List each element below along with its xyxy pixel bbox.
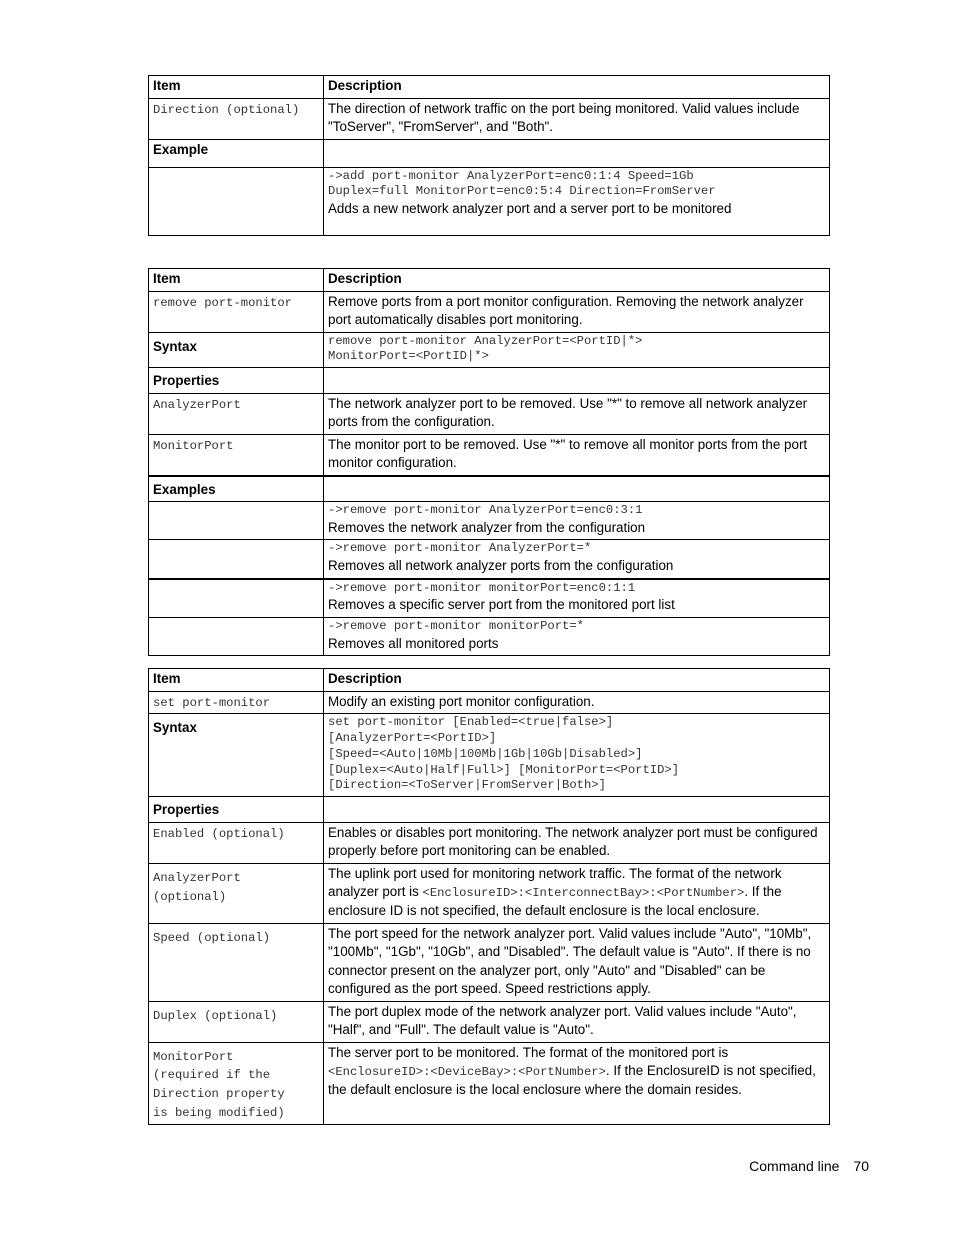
property-row — [149, 1001, 830, 1042]
table-header-row — [149, 76, 830, 99]
table-header-row — [149, 669, 830, 692]
command-description: Modify an existing port monitor configuration. — [324, 691, 830, 714]
property-description: The network analyzer port to be removed. Use "*" to remove all network analyzer ports from the configuration. — [324, 393, 830, 434]
item-description: The direction of network traffic on the port being monitored. Valid values include "ToServer", "FromServer", and "Both". — [324, 98, 830, 139]
property-name: MonitorPort — [153, 438, 234, 453]
direction-table — [148, 75, 830, 236]
properties-label: Properties — [149, 797, 324, 823]
header-item: Item — [149, 669, 324, 692]
property-name: AnalyzerPort (optional) — [153, 870, 241, 904]
command-row — [149, 291, 830, 332]
table-header-row — [149, 269, 830, 292]
command-row — [149, 691, 830, 714]
syntax-label: Syntax — [149, 714, 324, 797]
property-row — [149, 393, 830, 434]
command-name: remove port-monitor — [153, 295, 292, 310]
property-description: The port duplex mode of the network analyzer port. Valid values include "Auto", "Half", and "Full". The default value is "Auto". — [324, 1001, 830, 1042]
property-description-cont: . If the enclosure ID is not specified, the default enclosure is the local enclosure. — [328, 884, 782, 919]
property-name: Speed (optional) — [153, 930, 271, 945]
example-code: ->remove port-monitor AnalyzerPort=enc0:3:1 — [328, 503, 643, 518]
property-name: Duplex (optional) — [153, 1008, 278, 1023]
examples-label-row — [149, 476, 830, 502]
properties-label: Properties — [149, 368, 324, 394]
example-code: ->remove port-monitor AnalyzerPort=* — [328, 541, 592, 556]
example-row — [149, 167, 830, 235]
syntax-row — [149, 332, 830, 368]
property-name: MonitorPort (required if the Direction property is being modified) — [153, 1049, 285, 1120]
property-description: The port speed for the network analyzer port. Valid values include "Auto", "10Mb", "100Mb", "1Gb", "10Gb", and "Disabled". The default value is "Auto". If there is no connector present on the analyzer port, only "Auto" and "Disabled" can be configured as the port speed. Speed restrictions apply. — [324, 923, 830, 1001]
property-row — [149, 923, 830, 1001]
command-name: set port-monitor — [153, 695, 271, 710]
example-code: ->remove port-monitor monitorPort=enc0:1:1 — [328, 580, 636, 595]
property-description: Enables or disables port monitoring. The network analyzer port must be configured properly before port monitoring can be enabled. — [324, 822, 830, 863]
syntax-code: remove port-monitor AnalyzerPort=<PortID|*> MonitorPort=<PortID|*> — [328, 333, 643, 364]
example-label-row — [149, 139, 830, 167]
page-footer — [735, 1158, 869, 1174]
example-row — [149, 540, 830, 579]
property-row — [149, 822, 830, 863]
properties-label-row — [149, 368, 830, 394]
syntax-label: Syntax — [149, 332, 324, 368]
example-text: Removes a specific server port from the monitored port list — [328, 597, 675, 613]
example-text: Removes all network analyzer ports from the configuration — [328, 558, 674, 574]
port-format-code: <EnclosureID>:<DeviceBay>:<PortNumber> — [328, 1065, 606, 1080]
property-name: AnalyzerPort — [153, 397, 241, 412]
example-row — [149, 579, 830, 618]
header-item: Item — [149, 76, 324, 99]
property-description-cont: . If the EnclosureID is not specified, the default enclosure is the local enclosure where the domain resides. — [328, 1063, 816, 1097]
header-description: Description — [324, 669, 830, 692]
example-row — [149, 502, 830, 540]
example-label: Example — [149, 139, 324, 167]
syntax-code: set port-monitor [Enabled=<true|false>] [AnalyzerPort=<PortID>] [Speed=<Auto|10Mb|100Mb|1Gb|10Gb|Disabled>] [Duplex=<Auto|Half|Full>] [MonitorPort=<PortID>] [Direction=<ToServer|FromServer|Both>] — [328, 715, 680, 793]
properties-label-row — [149, 797, 830, 823]
examples-label: Examples — [149, 476, 324, 502]
example-code: ->add port-monitor AnalyzerPort=enc0:1:4 Speed=1Gb Duplex=full MonitorPort=enc0:5:4 Direction=FromServer — [328, 168, 716, 199]
syntax-row — [149, 714, 830, 797]
example-text: Removes all monitored ports — [328, 635, 499, 651]
item-name: Direction (optional) — [153, 102, 300, 117]
page-number: 70 — [853, 1158, 869, 1174]
footer-section: Command line — [749, 1158, 840, 1174]
table-row — [149, 98, 830, 139]
example-text: Removes the network analyzer from the configuration — [328, 519, 646, 535]
header-description: Description — [324, 269, 830, 292]
command-description: Remove ports from a port monitor configuration. Removing the network analyzer port automatically disables port monitoring. — [324, 291, 830, 332]
property-name: Enabled (optional) — [153, 826, 285, 841]
header-item: Item — [149, 269, 324, 292]
example-code: ->remove port-monitor monitorPort=* — [328, 618, 584, 633]
header-description: Description — [324, 76, 830, 99]
property-row — [149, 863, 830, 923]
remove-port-monitor-table — [148, 268, 830, 656]
property-row — [149, 1042, 830, 1124]
property-description: The uplink port used for monitoring network traffic. The format of the network analyzer port is — [328, 865, 782, 900]
example-row — [149, 617, 830, 655]
property-row — [149, 434, 830, 476]
example-text: Adds a new network analyzer port and a server port to be monitored — [328, 201, 732, 217]
property-description: The monitor port to be removed. Use "*" to remove all monitor ports from the port monitor configuration. — [324, 434, 830, 476]
port-format-code: <EnclosureID>:<InterconnectBay>:<PortNumber> — [422, 886, 745, 901]
set-port-monitor-table — [148, 668, 830, 1125]
property-description: The server port to be monitored. The format of the monitored port is — [328, 1044, 729, 1060]
